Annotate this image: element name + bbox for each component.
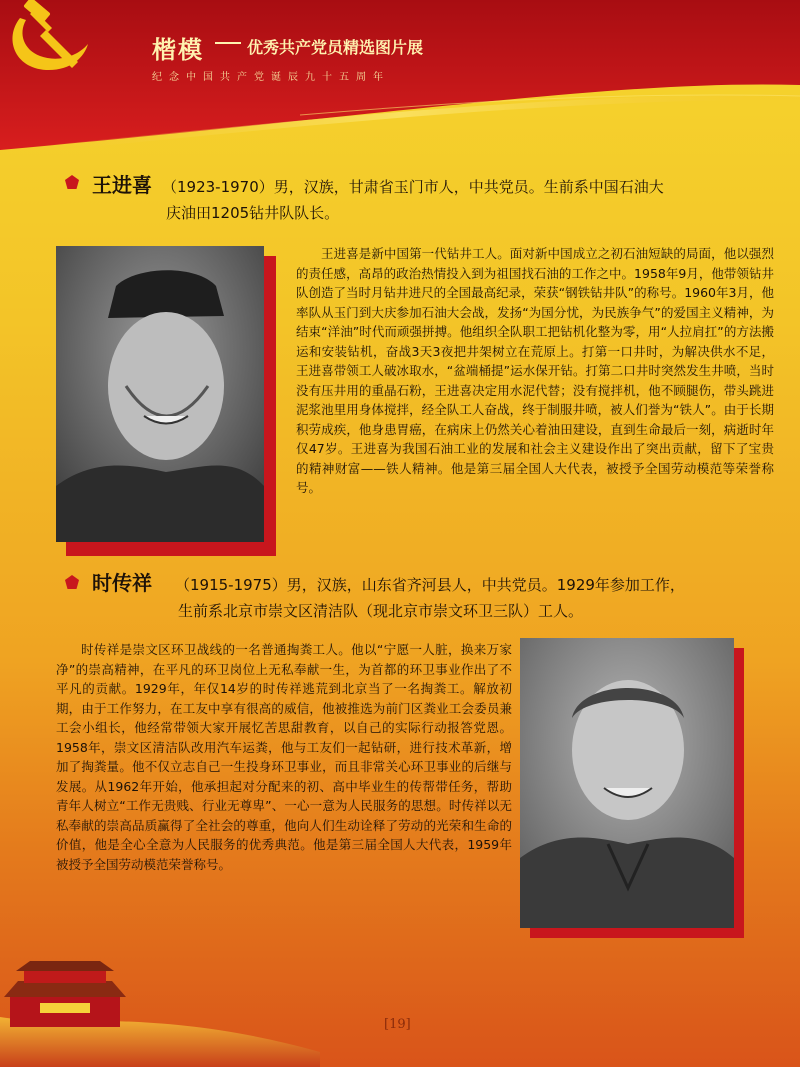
pentagon-bullet-icon xyxy=(64,574,80,590)
hammer-sickle-icon xyxy=(0,0,90,78)
banner-subtitle: 优秀共产党员精选图片展 xyxy=(247,38,424,57)
person-2-name: 时传祥 xyxy=(92,571,152,595)
person-1-bio-line-1: （1923-1970）男，汉族，甘肃省玉门市人，中共党员。生前系中国石油大 xyxy=(162,178,664,196)
person-2-bio-line-2: 生前系北京市崇文区清洁队（现北京市崇文环卫三队）工人。 xyxy=(178,602,584,620)
person-1-paragraph: 王进喜是新中国第一代钻井工人。面对新中国成立之初石油短缺的局面，他以强烈的责任感，高昂的政治热情投入到为祖国找石油的工作之中。1958年9月，他带领钻井队创造了当时月钻井进尺的全国最高纪录，荣获“钢铁钻井队”的称号。1960年3月，他率队从玉门到大庆参加石油大会战，发扬“为国分忧，为民族争气”的爱国主义精神，为结束“洋油”时代而顽强拼搏。他组织全队职工把钻机化整为零，用“人拉肩扛”的方法搬运和安装钻机，奋战3天3夜把井架树立在荒原上。打第一口井时，为解决供水不足，王进喜带领工人破冰取水，“盆端桶提”运水保开钻。打第二口井时突然发生井喷，当时没有压井用的重晶石粉，王进喜决定用水泥代替；没有搅拌机，他不顾腿伤，带头跳进泥浆池里用身体搅拌，经全队工人奋战，终于制服井喷，被人们誉为“铁人”。由于长期积劳成疾，他身患胃癌，在病床上仍然关心着油田建设，直到生命最后一刻，病逝时年仅47岁。王进喜为我国石油工业的发展和社会主义建设作出了突出贡献，留下了宝贵的精神财富——铁人精神。他是第三届全国人大代表，被授予全国劳动模范等荣誉称号。 xyxy=(296,246,774,495)
person-2-name-wrap xyxy=(92,570,182,598)
person-1-name: 王进喜 xyxy=(92,173,152,197)
person-2-paragraph: 时传祥是崇文区环卫战线的一名普通掏粪工人。他以“宁愿一人脏，换来万家净”的崇高精神，在平凡的环卫岗位上无私奉献一生，为首都的环卫事业作出了不平凡的贡献。1929年，年仅14岁的时传祥逃荒到北京当了一名掏粪工。解放初期，由于工作努力，在工友中享有很高的威信，他被推选为前门区粪业工会委员兼工会小组长，他经常带领大家开展忆苦思甜教育，以自己的实际行动报答党恩。1958年，崇文区清洁队改用汽车运粪，他与工友们一起钻研，进行技术革新，增加了掏粪量。他不仅立志自己一生投身环卫事业，而且非常关心环卫事业的后继与发展。从1962年开始，他承担起对分配来的初、高中毕业生的传帮带任务，帮助青年人树立“工作无贵贱、行业无尊卑”、一心一意为人民服务的思想。时传祥以无私奉献的崇高品质赢得了全社会的尊重，他向人们生动诠释了劳动的光荣和生命的价值，他是全心全意为人民服务的优秀典范。他是第三届全国人大代表，1959年被授予全国劳动模范荣誉称号。 xyxy=(56,642,512,872)
person-1-bio-line-2: 庆油田1205钻井队队长。 xyxy=(166,204,340,222)
title-dash xyxy=(215,42,241,44)
header-background xyxy=(0,0,800,150)
person-2-photo xyxy=(520,638,734,928)
tiananmen-illustration xyxy=(0,957,320,1067)
banner-title: 楷模 xyxy=(152,35,204,64)
person-2-bio-line-1: （1915-1975）男，汉族，山东省齐河县人，中共党员。1929年参加工作， xyxy=(175,576,685,594)
header-banner xyxy=(0,0,800,150)
pentagon-bullet-icon xyxy=(64,174,80,190)
banner-caption: 纪念中国共产党诞辰九十五周年 xyxy=(152,72,390,83)
person-1-header xyxy=(92,172,782,200)
person-1-photo xyxy=(56,246,264,542)
page-number: [19] xyxy=(384,1017,411,1032)
